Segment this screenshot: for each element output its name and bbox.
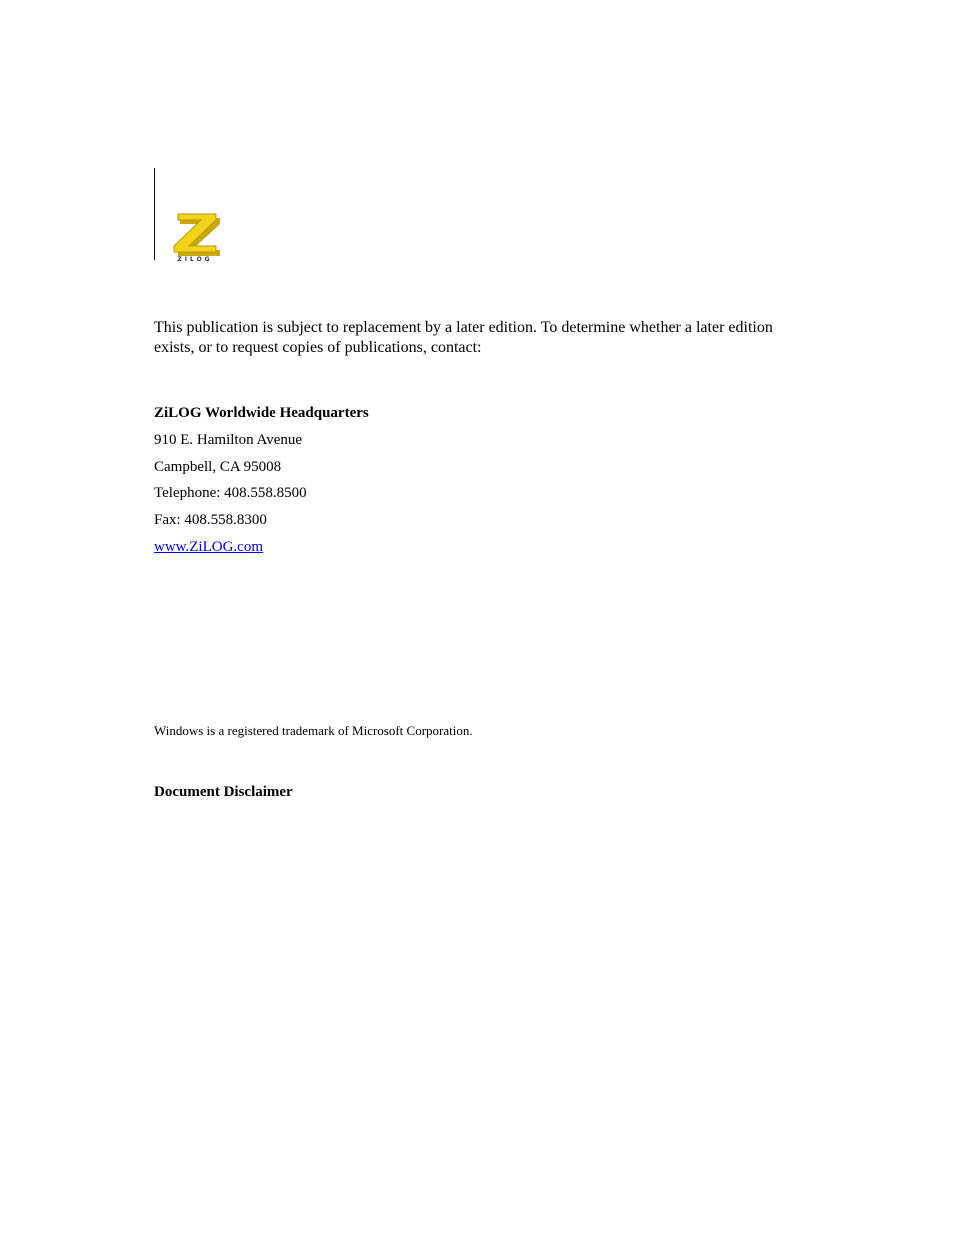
trademark-notice: Windows is a registered trademark of Microsoft Corporation. xyxy=(154,723,473,738)
disclaimer-heading: Document Disclaimer xyxy=(154,784,293,800)
address-city: Campbell, CA 95008 xyxy=(154,458,282,475)
contact-block xyxy=(154,404,654,565)
telephone-number: Telephone: 408.558.8500 xyxy=(154,485,307,502)
headquarters-heading: ZiLOG Worldwide Headquarters xyxy=(154,405,369,421)
margin-rule xyxy=(154,168,155,260)
zilog-logo xyxy=(168,208,222,264)
address-street: 910 E. Hamilton Avenue xyxy=(154,431,303,448)
intro-paragraph: This publication is subject to replacement by a later edition. To determine whether a later edition exists, or to request copies of publications, contact: xyxy=(154,319,773,356)
zilog-logo-icon xyxy=(168,208,222,264)
website-link[interactable]: www.ZiLOG.com xyxy=(154,538,264,555)
svg-text:ZILOG: ZILOG xyxy=(177,256,213,263)
fax-number: Fax: 408.558.8300 xyxy=(154,512,267,529)
